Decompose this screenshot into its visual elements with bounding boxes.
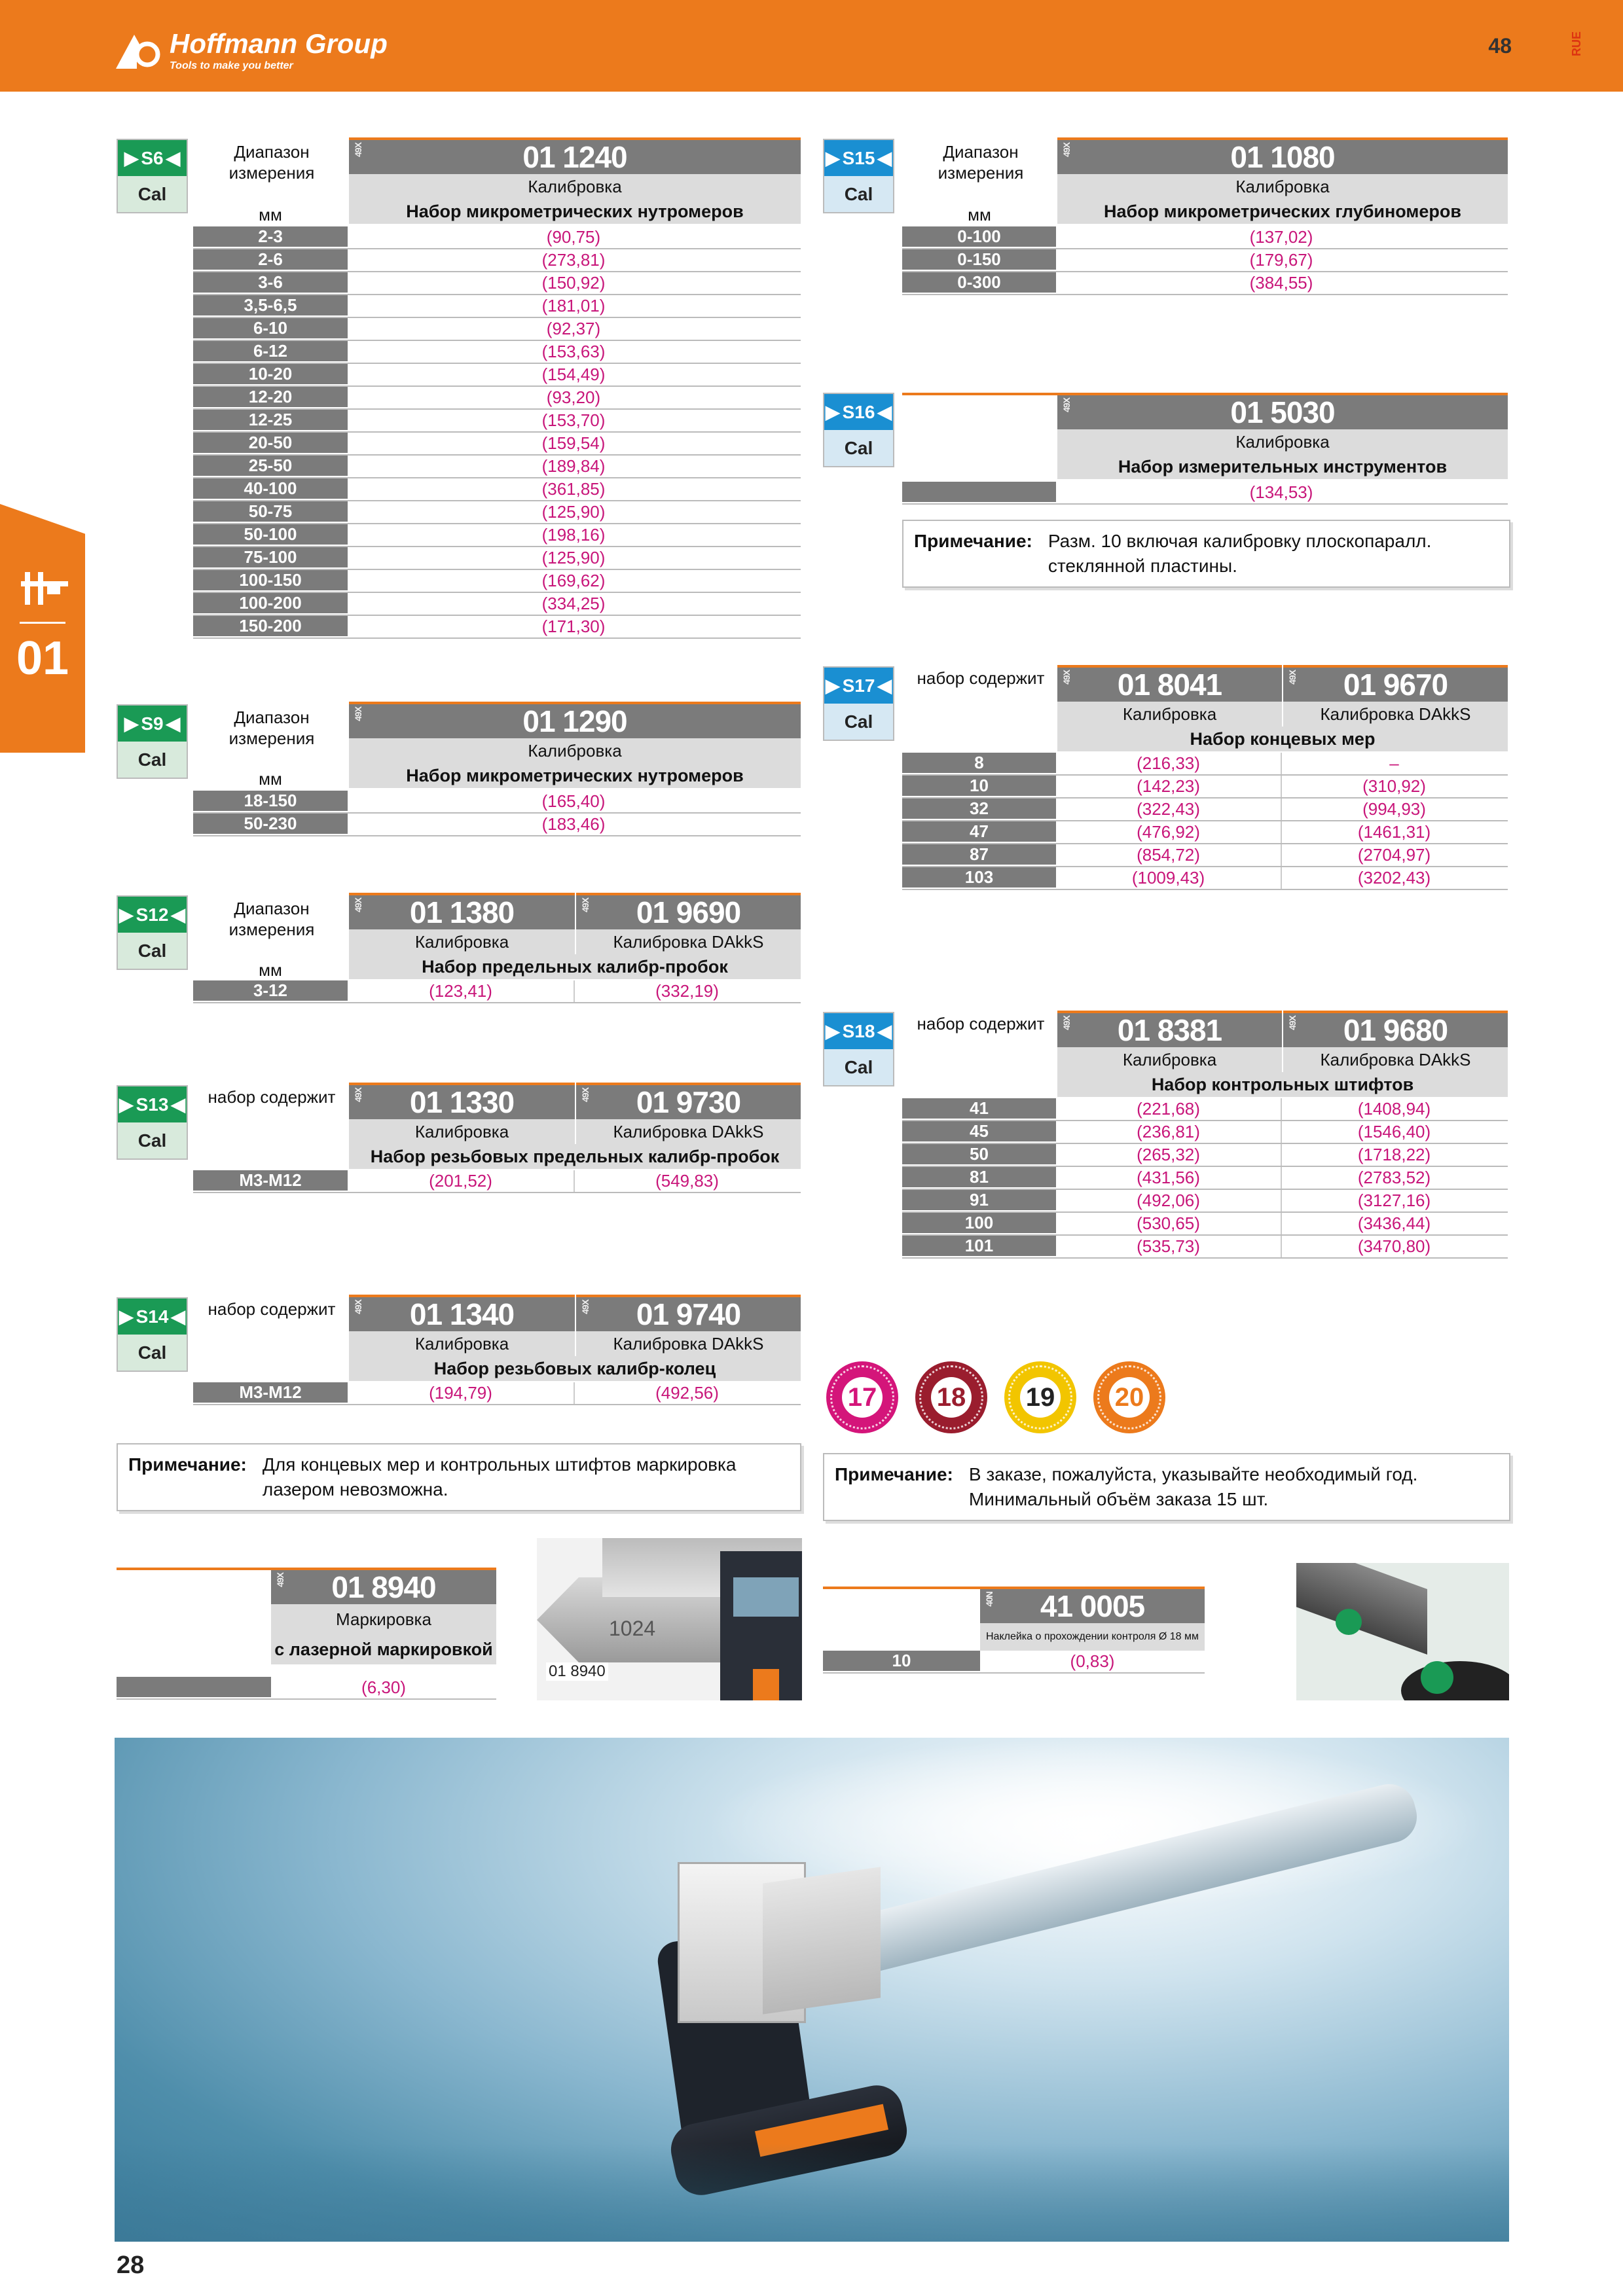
- price-cell-calibration: (322,43): [1056, 798, 1282, 820]
- size-cell: 47: [902, 821, 1056, 843]
- month-ring-icon: [1008, 1365, 1072, 1429]
- price-cell-calibration: (476,92): [1056, 821, 1282, 843]
- s12-service-1: Калибровка: [349, 929, 575, 954]
- note-right-text: В заказе, пожалуйста, указывайте необходимый год. Минимальный объём заказа 15 шт.: [968, 1464, 1418, 1509]
- price-cell-calibration: (142,23): [1056, 776, 1282, 797]
- s18-service-1: Калибровка: [1057, 1047, 1282, 1072]
- s12-service-2: Калибровка DAkkS: [576, 929, 801, 954]
- play-icon: ▶: [119, 1094, 134, 1115]
- size-cell: 0-150: [902, 249, 1056, 271]
- price-cell: (171,30): [541, 617, 606, 636]
- price-cell-calibration: (194,79): [348, 1382, 575, 1404]
- micrometer-photo: [115, 1738, 1509, 2242]
- price-cell-dakks: (492,56): [655, 1383, 719, 1403]
- price-cell: (150,92): [541, 273, 606, 293]
- size-cell: 103: [902, 867, 1056, 889]
- play-icon: ▶: [124, 148, 139, 168]
- s12-rows: [193, 980, 801, 1003]
- s9-range-label: Диапазон измерения: [228, 708, 315, 748]
- price-cell-dakks: (3202,43): [1357, 868, 1431, 888]
- section-badge-s13: ▶ S13 ◀ Cal: [117, 1085, 188, 1160]
- arrow-left-icon: ◀: [171, 905, 185, 925]
- size-cell: 6-10: [193, 318, 348, 340]
- price-cell-dakks: (1408,94): [1357, 1099, 1431, 1119]
- price-cell: (384,55): [1249, 273, 1313, 293]
- price-cell-calibration: (535,73): [1056, 1236, 1282, 1257]
- size-cell: 12-25: [193, 410, 348, 431]
- section-badge-s17: ▶ S17 ◀ Cal: [823, 666, 894, 741]
- size-cell: 100: [902, 1213, 1056, 1234]
- label-rule: [823, 1587, 980, 1589]
- marking-article-number: 49X 01 8940: [271, 1568, 496, 1604]
- marking-rule: [117, 1568, 271, 1570]
- size-cell: 91: [902, 1190, 1056, 1211]
- s17-article-2: 49X 01 9670: [1283, 665, 1508, 702]
- s12-head-1: [349, 893, 575, 954]
- size-cell: 40-100: [193, 478, 348, 500]
- price-cell-calibration: (123,41): [348, 980, 575, 1002]
- section-badge-s18: ▶ S18 ◀ Cal: [823, 1012, 894, 1086]
- s13-product: Набор резьбовых предельных калибр-пробок: [349, 1144, 801, 1169]
- label-article-number: 40N 41 0005: [980, 1587, 1205, 1623]
- price-cell-dakks: (3470,80): [1357, 1236, 1431, 1256]
- brand-tagline: Tools to make you better: [170, 60, 293, 71]
- caliper-icon: [18, 569, 71, 609]
- s14-head-2: [576, 1295, 801, 1356]
- price-cell: (181,01): [541, 296, 606, 315]
- page-number: 28: [117, 2251, 145, 2279]
- s15-unit: мм: [968, 205, 991, 224]
- s12-unit: мм: [259, 960, 282, 980]
- size-cell: 12-20: [193, 387, 348, 408]
- table-row: [193, 593, 801, 616]
- s17-contents-label: набор содержит: [917, 668, 1045, 688]
- page-number-top: 48: [1488, 34, 1512, 58]
- price-cell-calibration: (201,52): [348, 1170, 575, 1192]
- price-cell: (273,81): [541, 250, 606, 270]
- year-sticker: [1004, 1361, 1076, 1433]
- price-cell: (334,25): [541, 594, 606, 613]
- table-row: [902, 226, 1508, 249]
- year-sticker: [1093, 1361, 1165, 1433]
- arrow-left-icon: ◀: [877, 402, 892, 422]
- s13-article-1: 49X 01 1330: [349, 1083, 575, 1119]
- s12-head-2: [576, 893, 801, 954]
- table-row: [193, 387, 801, 410]
- s17-product: Набор концевых мер: [1057, 726, 1508, 751]
- table-row: [193, 501, 801, 524]
- s15-rows: [902, 226, 1508, 295]
- price-cell-dakks: (994,93): [1362, 799, 1426, 819]
- table-row: [193, 226, 801, 249]
- play-icon: ▶: [124, 713, 139, 734]
- label-price: (0,83): [1070, 1651, 1115, 1671]
- price-cell-dakks: (549,83): [655, 1171, 719, 1191]
- s17-service-1: Калибровка: [1057, 702, 1282, 726]
- table-row: [193, 814, 801, 836]
- note-right-head: Примечание:: [835, 1464, 953, 1484]
- table-row: [193, 524, 801, 547]
- s6-service: Калибровка: [349, 174, 801, 199]
- price-cell-dakks: (310,92): [1362, 776, 1426, 796]
- price-cell: (159,54): [541, 433, 606, 453]
- s18-article-2: 49X 01 9680: [1283, 1011, 1508, 1047]
- price-cell-calibration: (492,06): [1056, 1190, 1282, 1211]
- chapter-number: 01: [16, 632, 69, 685]
- s15-article-number: 49X 01 1080: [1057, 137, 1508, 174]
- s14-service-1: Калибровка: [349, 1331, 575, 1356]
- price-cell-calibration: (854,72): [1056, 844, 1282, 866]
- label-row: [823, 1651, 1205, 1674]
- size-cell: 45: [902, 1121, 1056, 1143]
- s13-rows: [193, 1170, 801, 1193]
- arrow-left-icon: ◀: [171, 1094, 185, 1115]
- s6-table-head: [349, 137, 801, 224]
- table-row: [902, 798, 1508, 821]
- month-ring-icon: [830, 1365, 894, 1429]
- s16-article-number: 49X 01 5030: [1057, 393, 1508, 429]
- size-cell: 150-200: [193, 616, 348, 637]
- s17-article-1: 49X 01 8041: [1057, 665, 1282, 702]
- note-left: [117, 1443, 801, 1511]
- brand-logo: [115, 25, 388, 77]
- size-cell: M3-M12: [193, 1382, 348, 1404]
- table-row: [902, 1236, 1508, 1259]
- s16-price: (134,53): [1249, 482, 1313, 502]
- table-row: [193, 1382, 801, 1405]
- s17-service-2: Калибровка DAkkS: [1283, 702, 1508, 726]
- sticker-year: 17: [842, 1377, 883, 1418]
- table-row: [193, 318, 801, 341]
- size-cell: 3,5-6,5: [193, 295, 348, 317]
- s12-range-label: Диапазон измерения: [228, 899, 315, 939]
- price-cell-calibration: (265,32): [1056, 1144, 1282, 1166]
- size-cell: 100-200: [193, 593, 348, 615]
- price-cell: (189,84): [541, 456, 606, 476]
- size-cell: 3-12: [193, 980, 348, 1002]
- year-stickers: [826, 1361, 1165, 1433]
- arrow-left-icon: ◀: [166, 148, 181, 168]
- price-cell-calibration: (216,33): [1056, 753, 1282, 774]
- s16-rule: [902, 393, 1057, 395]
- section-badge-s15: ▶ S15 ◀ Cal: [823, 139, 894, 213]
- size-cell: 2-3: [193, 226, 348, 248]
- s15-product: Набор микрометрических глубиномеров: [1057, 199, 1508, 224]
- s14-head-1: [349, 1295, 575, 1356]
- table-row: [193, 791, 801, 814]
- s17-head-2: [1283, 665, 1508, 726]
- s18-product: Набор контрольных штифтов: [1057, 1072, 1508, 1097]
- table-row: [902, 1190, 1508, 1213]
- s13-article-2: 49X 01 9730: [576, 1083, 801, 1119]
- s14-article-2: 49X 01 9740: [576, 1295, 801, 1331]
- year-sticker: [915, 1361, 987, 1433]
- play-icon: ▶: [119, 905, 134, 925]
- s14-product: Набор резьбовых калибр-колец: [349, 1356, 801, 1381]
- sticker-year: 18: [931, 1377, 972, 1418]
- arrow-left-icon: ◀: [877, 1021, 892, 1041]
- size-cell: 50-100: [193, 524, 348, 546]
- year-sticker: [826, 1361, 898, 1433]
- price-cell: (125,90): [541, 548, 606, 567]
- price-cell-dakks: (1461,31): [1357, 822, 1431, 842]
- play-icon: ▶: [826, 402, 840, 422]
- size-cell: 0-300: [902, 272, 1056, 294]
- s12-article-1: 49X 01 1380: [349, 893, 575, 929]
- s9-unit: мм: [259, 769, 282, 789]
- price-cell: (198,16): [541, 525, 606, 545]
- s18-head-2: [1283, 1011, 1508, 1072]
- size-cell: 75-100: [193, 547, 348, 569]
- price-cell-dakks: (2783,52): [1357, 1168, 1431, 1187]
- table-row: [193, 478, 801, 501]
- price-cell-dakks: (1546,40): [1357, 1122, 1431, 1141]
- s12-product: Набор предельных калибр-пробок: [349, 954, 801, 979]
- section-badge-s16: ▶ S16 ◀ Cal: [823, 393, 894, 467]
- s14-contents-label: набор содержит: [208, 1299, 336, 1319]
- arrow-left-icon: ◀: [877, 675, 892, 696]
- sticker-year: 19: [1020, 1377, 1061, 1418]
- size-cell: 10: [902, 776, 1056, 797]
- price-cell-dakks: –: [1389, 753, 1399, 773]
- label-product: Наклейка о прохождении контроля Ø 18 мм: [980, 1623, 1205, 1651]
- sticker-photo: [1296, 1563, 1509, 1700]
- table-row: [193, 272, 801, 295]
- arrow-left-icon: ◀: [166, 713, 181, 734]
- size-cell: 25-50: [193, 456, 348, 477]
- table-row: [193, 433, 801, 456]
- sticker-year: 20: [1109, 1377, 1150, 1418]
- price-cell-dakks: (2704,97): [1357, 845, 1431, 865]
- price-cell-dakks: (332,19): [655, 981, 719, 1001]
- price-cell-calibration: (530,65): [1056, 1213, 1282, 1234]
- size-cell: M3-M12: [193, 1170, 348, 1192]
- size-cell: 6-12: [193, 341, 348, 363]
- engraving: 1024: [609, 1617, 656, 1640]
- size-cell: 10-20: [193, 364, 348, 386]
- price-cell: (137,02): [1249, 227, 1313, 247]
- size-cell: 3-6: [193, 272, 348, 294]
- s17-head-1: [1057, 665, 1282, 726]
- size-cell: 50: [902, 1144, 1056, 1166]
- s9-product: Набор микрометрических нутромеров: [349, 763, 801, 788]
- marking-service: Маркировка: [271, 1604, 496, 1634]
- table-row: [902, 1167, 1508, 1190]
- size-cell: 100-150: [193, 570, 348, 592]
- s6-unit: мм: [259, 205, 282, 224]
- price-cell-calibration: (221,68): [1056, 1098, 1282, 1120]
- size-cell: 0-100: [902, 226, 1056, 248]
- price-cell-calibration: (236,81): [1056, 1121, 1282, 1143]
- price-cell: (153,63): [541, 342, 606, 361]
- size-cell: 2-6: [193, 249, 348, 271]
- chapter-divider: [20, 622, 65, 624]
- s15-service: Калибровка: [1057, 174, 1508, 199]
- table-row: [193, 295, 801, 318]
- table-row: [902, 1144, 1508, 1167]
- s14-service-2: Калибровка DAkkS: [576, 1331, 801, 1356]
- play-icon: ▶: [119, 1306, 134, 1327]
- s18-contents-label: набор содержит: [917, 1014, 1045, 1033]
- s6-product: Набор микрометрических нутромеров: [349, 199, 801, 224]
- s13-head-1: [349, 1083, 575, 1144]
- price-cell-calibration: (1009,43): [1056, 867, 1282, 889]
- caliper-caption: 01 8940: [546, 1662, 608, 1681]
- table-row: [902, 867, 1508, 890]
- marking-row: [117, 1677, 496, 1700]
- s15-table-head: [1057, 137, 1508, 224]
- table-row: [193, 456, 801, 478]
- price-cell: (93,20): [546, 387, 601, 407]
- s13-head-2: [576, 1083, 801, 1144]
- s13-contents-label: набор содержит: [208, 1087, 336, 1107]
- s16-table-head: [1057, 393, 1508, 479]
- table-row: [902, 1098, 1508, 1121]
- size-cell: 18-150: [193, 791, 348, 812]
- table-row: [193, 547, 801, 570]
- s6-range-label: Диапазон измерения: [228, 142, 315, 183]
- size-cell: 20-50: [193, 433, 348, 454]
- s6-article-number: 49X 01 1240: [349, 137, 801, 174]
- size-cell: 87: [902, 844, 1056, 866]
- size-cell: 81: [902, 1167, 1056, 1189]
- table-row: [193, 364, 801, 387]
- price-cell: (90,75): [546, 227, 601, 247]
- size-cell: 50-230: [193, 814, 348, 835]
- note-left-text: Для концевых мер и контрольных штифтов маркировка лазером невозможна.: [262, 1454, 737, 1499]
- s16-row: [902, 482, 1508, 505]
- s9-rows: [193, 791, 801, 836]
- price-cell: (183,46): [541, 814, 606, 834]
- section-badge-s14: ▶ S14 ◀ Cal: [117, 1297, 188, 1372]
- table-row: [193, 570, 801, 593]
- table-row: [193, 1170, 801, 1193]
- arrow-left-icon: ◀: [171, 1306, 185, 1327]
- price-cell-calibration: (431,56): [1056, 1167, 1282, 1189]
- marking-product: с лазерной маркировкой: [271, 1634, 496, 1664]
- s18-head-1: [1057, 1011, 1282, 1072]
- play-icon: ▶: [826, 1021, 840, 1041]
- price-cell: (153,70): [541, 410, 606, 430]
- price-cell: (179,67): [1249, 250, 1313, 270]
- s17-rows: [902, 753, 1508, 890]
- s13-service-2: Калибровка DAkkS: [576, 1119, 801, 1144]
- price-cell-dakks: (3436,44): [1357, 1213, 1431, 1233]
- s18-service-2: Калибровка DAkkS: [1283, 1047, 1508, 1072]
- table-row: [902, 776, 1508, 798]
- s12-article-2: 49X 01 9690: [576, 893, 801, 929]
- s6-rows: [193, 226, 801, 639]
- note-left-head: Примечание:: [128, 1454, 247, 1475]
- s16-note-head: Примечание:: [914, 531, 1032, 551]
- s15-range-label: Диапазон измерения: [938, 142, 1024, 183]
- section-badge-s6: ▶ S6 ◀ Cal: [117, 139, 188, 213]
- play-icon: ▶: [826, 148, 840, 168]
- table-row: [193, 980, 801, 1003]
- month-ring-icon: [1097, 1365, 1161, 1429]
- price-cell-dakks: (1718,22): [1357, 1145, 1431, 1164]
- price-cell-dakks: (3127,16): [1357, 1191, 1431, 1210]
- s16-note-text: Разм. 10 включая калибровку плоскопаралл. стеклянной пластины.: [1048, 531, 1432, 576]
- price-cell: (361,85): [541, 479, 606, 499]
- s16-product: Набор измерительных инструментов: [1057, 454, 1508, 479]
- brand-name: Hoffmann Group: [170, 28, 388, 59]
- play-icon: ▶: [826, 675, 840, 696]
- table-row: [902, 272, 1508, 295]
- chapter-tab: [0, 504, 85, 753]
- marking-price: (6,30): [361, 1677, 406, 1697]
- note-right: [823, 1453, 1510, 1521]
- caliper-photo: [537, 1538, 802, 1700]
- table-row: [193, 616, 801, 639]
- table-row: [902, 821, 1508, 844]
- table-row: [902, 1213, 1508, 1236]
- table-row: [902, 753, 1508, 776]
- s14-rows: [193, 1382, 801, 1405]
- size-cell: 50-75: [193, 501, 348, 523]
- size-cell: 8: [902, 753, 1056, 774]
- s14-article-1: 49X 01 1340: [349, 1295, 575, 1331]
- table-row: [193, 249, 801, 272]
- price-cell: (169,62): [541, 571, 606, 590]
- s9-table-head: [349, 702, 801, 788]
- size-cell: 41: [902, 1098, 1056, 1120]
- s13-service-1: Калибровка: [349, 1119, 575, 1144]
- s18-article-1: 49X 01 8381: [1057, 1011, 1282, 1047]
- price-cell: (165,40): [541, 791, 606, 811]
- table-row: [193, 341, 801, 364]
- table-row: [902, 844, 1508, 867]
- marking-head: [271, 1568, 496, 1664]
- section-badge-s9: ▶ S9 ◀ Cal: [117, 704, 188, 779]
- size-cell: 32: [902, 798, 1056, 820]
- price-cell: (125,90): [541, 502, 606, 522]
- table-row: [902, 249, 1508, 272]
- price-cell: (92,37): [546, 319, 601, 338]
- table-row: [902, 1121, 1508, 1144]
- label-qty: 10: [823, 1651, 980, 1672]
- s18-rows: [902, 1098, 1508, 1259]
- hoffmann-logo-icon: [115, 32, 160, 70]
- size-cell: 101: [902, 1236, 1056, 1257]
- table-row: [193, 410, 801, 433]
- label-head: [980, 1587, 1205, 1651]
- s16-note: [902, 520, 1510, 588]
- arrow-left-icon: ◀: [877, 148, 892, 168]
- s9-article-number: 49X 01 1290: [349, 702, 801, 738]
- s9-service: Калибровка: [349, 738, 801, 763]
- month-ring-icon: [919, 1365, 983, 1429]
- section-badge-s12: ▶ S12 ◀ Cal: [117, 895, 188, 970]
- language-code: RUE: [1570, 31, 1583, 57]
- price-cell: (154,49): [541, 365, 606, 384]
- s16-service: Калибровка: [1057, 429, 1508, 454]
